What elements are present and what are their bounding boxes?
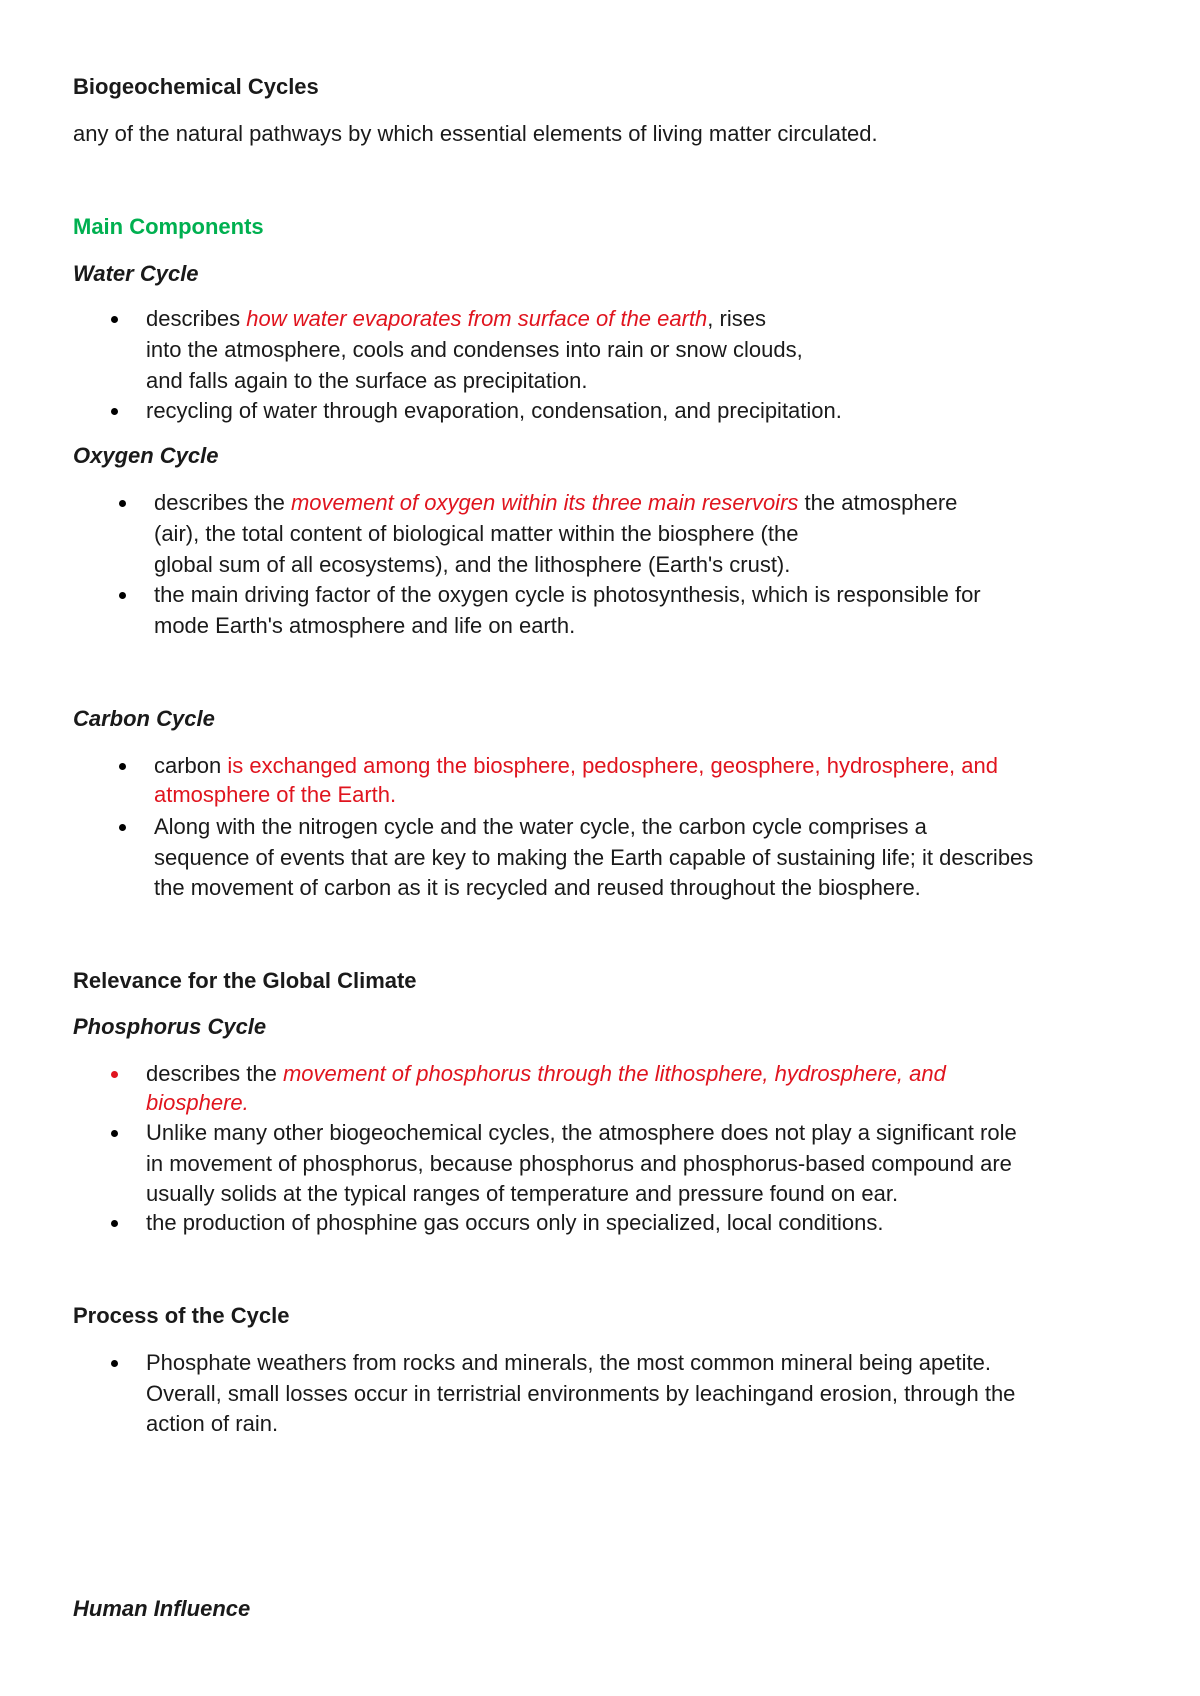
water-cycle-heading: Water Cycle — [73, 261, 199, 286]
bullet-dot — [119, 824, 126, 831]
water-bullet-1-line-3: and falls again to the surface as precipitation. — [146, 368, 588, 393]
water-b1-suffix: , rises — [707, 306, 766, 331]
oxygen-bullet-1-line-2: (air), the total content of biological matter within the biosphere (the — [154, 521, 799, 546]
oxygen-bullet-1-line-1 — [154, 489, 957, 517]
carbon-bullet-1-line-2: atmosphere of the Earth. — [154, 782, 397, 807]
process-bullet-1-line-2: Overall, small losses occur in terristrial environments by leachingand erosion, through the — [146, 1381, 1016, 1406]
phosphorus-bullet-3: the production of phosphine gas occurs only in specialized, local conditions. — [146, 1210, 884, 1235]
oxygen-cycle-heading: Oxygen Cycle — [73, 443, 219, 468]
oxygen-b1-prefix: describes the — [154, 490, 291, 515]
water-b1-highlight: how water evaporates from surface of the earth — [246, 306, 708, 331]
bullet-dot — [111, 408, 118, 415]
oxygen-b1-suffix: the atmosphere — [798, 490, 958, 515]
oxygen-bullet-2-line-2: mode Earth's atmosphere and life on earth. — [154, 613, 576, 638]
process-bullet-1-line-1: Phosphate weathers from rocks and minerals, the most common mineral being apetite. — [146, 1350, 991, 1375]
relevance-heading: Relevance for the Global Climate — [73, 968, 417, 993]
phosphorus-bullet-2-line-2: in movement of phosphorus, because phosphorus and phosphorus-based compound are — [146, 1151, 1012, 1176]
water-b1-prefix: describes — [146, 306, 247, 331]
bullet-dot — [119, 500, 126, 507]
carbon-b1-highlight: is exchanged among the biosphere, pedosphere, geosphere, hydrosphere, and — [227, 753, 998, 778]
bullet-dot — [111, 316, 118, 323]
water-bullet-1-line-2: into the atmosphere, cools and condenses into rain or snow clouds, — [146, 337, 803, 362]
human-influence-heading: Human Influence — [73, 1596, 251, 1621]
phosphorus-b1-highlight: movement of phosphorus through the lithosphere, hydrosphere, and — [282, 1061, 946, 1086]
carbon-b1-prefix: carbon — [154, 753, 228, 778]
carbon-bullet-2-line-1: Along with the nitrogen cycle and the water cycle, the carbon cycle comprises a — [154, 814, 927, 839]
oxygen-bullet-1-line-3: global sum of all ecosystems), and the lithosphere (Earth's crust). — [154, 552, 791, 577]
phosphorus-b1-prefix: describes the — [146, 1061, 283, 1086]
bullet-dot — [111, 1360, 118, 1367]
bullet-dot — [119, 763, 126, 770]
bullet-dot — [111, 1220, 118, 1227]
water-bullet-2: recycling of water through evaporation, condensation, and precipitation. — [146, 398, 842, 423]
carbon-bullet-1-line-1 — [154, 752, 998, 780]
bullet-dot — [111, 1130, 118, 1137]
definition-text: any of the natural pathways by which essential elements of living matter circulated. — [73, 121, 878, 146]
main-components-heading: Main Components — [73, 214, 264, 239]
phosphorus-bullet-1-line-2: biosphere. — [146, 1090, 249, 1115]
carbon-bullet-2-line-3: the movement of carbon as it is recycled and reused throughout the biosphere. — [154, 875, 921, 900]
bullet-dot — [111, 1071, 118, 1078]
document-title: Biogeochemical Cycles — [73, 74, 319, 99]
carbon-cycle-heading: Carbon Cycle — [73, 706, 215, 731]
oxygen-bullet-2-line-1: the main driving factor of the oxygen cycle is photosynthesis, which is responsible for — [154, 582, 981, 607]
water-bullet-1-line-1 — [146, 305, 766, 333]
phosphorus-cycle-heading: Phosphorus Cycle — [73, 1014, 267, 1039]
phosphorus-bullet-1-line-1 — [146, 1060, 946, 1088]
bullet-dot — [119, 592, 126, 599]
carbon-bullet-2-line-2: sequence of events that are key to making the Earth capable of sustaining life; it describes — [154, 845, 1034, 870]
phosphorus-bullet-2-line-3: usually solids at the typical ranges of temperature and pressure found on ear. — [146, 1181, 899, 1206]
process-heading: Process of the Cycle — [73, 1303, 290, 1328]
process-bullet-1-line-3: action of rain. — [146, 1411, 279, 1436]
phosphorus-bullet-2-line-1: Unlike many other biogeochemical cycles, the atmosphere does not play a significant role — [146, 1120, 1017, 1145]
oxygen-b1-highlight: movement of oxygen within its three main reservoirs — [290, 490, 799, 515]
